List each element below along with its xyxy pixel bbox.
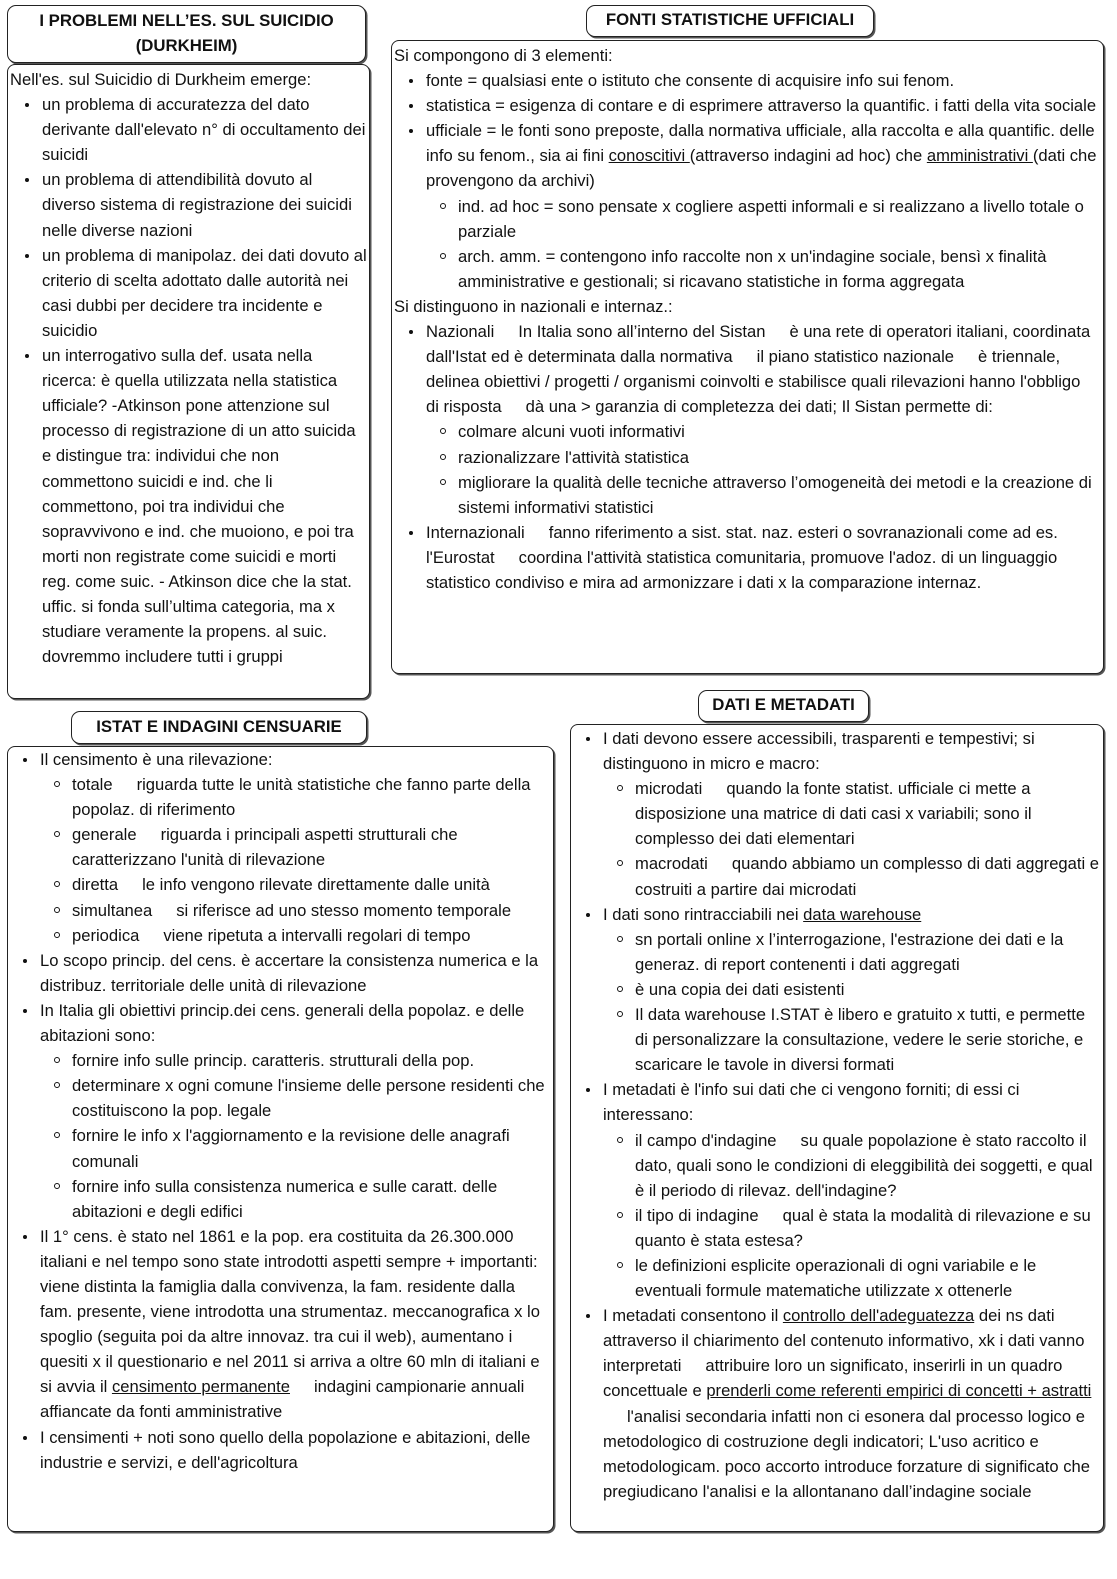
istat-b4-text-b: indagini campionarie annuali affiancate da fonti amministrative [40, 1377, 525, 1422]
istat-list [8, 747, 551, 1475]
metadata-label: il tipo di indagine [635, 1205, 759, 1225]
fonti-box [391, 40, 1104, 674]
list-item: I censimenti + noti sono quello della popolazione e abitazioni, delle industrie e servizi, e dell'agricoltura [8, 1425, 551, 1475]
metadata-label: il campo d'indagine [635, 1130, 777, 1150]
istat-box [7, 746, 554, 1532]
list-item: fonte = qualsiasi ente o istituto che consente di acquisire info sui fenom. [394, 68, 1097, 93]
list-item [603, 776, 1101, 851]
istat-b3-sublist [40, 1048, 551, 1224]
istat-b1: Il censimento è una rilevazione: [40, 750, 273, 769]
list-item: arch. amm. = contengono info raccolte non x un'indagine sociale, bensì x finalità amministrative e gestionali; si ricavano statistiche in forma aggregata [426, 244, 1097, 294]
fonti-elements-list [394, 68, 1097, 294]
list-item: ind. ad hoc = sono pensate x cogliere aspetti informali e si realizzano a livello totale o parziale [426, 194, 1097, 244]
census-type-text: riguarda tutte le unità statistiche che fanno parte della popolaz. di riferimento [72, 775, 531, 820]
referenti-empirici: prenderli come referenti empirici di concetti + astratti [706, 1381, 1092, 1401]
dati-b1-sublist [603, 776, 1101, 901]
fonti-el3-text-c: (dati che provengono da archivi) [426, 146, 1097, 191]
list-item [8, 998, 551, 1224]
durkheim-title [7, 5, 366, 63]
istat-title [71, 711, 367, 744]
list-item: statistica = esigenza di contare e di esprimere attraverso la quantific. i fatti della vita sociale [394, 93, 1097, 118]
list-item: un interrogativo sulla def. usata nella ricerca: è quella utilizzata nella statistica ufficiale? -Atkinson pone attenzione sul processo di registrazione di un atto suicida e distingue tra: individui che non commettono suicidi e ind. che li commettono, poi tra individui che sopravvivono e ind. che muoiono, e poi tra morti non registrate come suicidi e morti reg. come suic. - Atkinson dice che la stat. uffic. si fonda sull’ultima categoria, ma x studiare veramente la propens. al suic. dovremmo includere tutti i gruppi [10, 343, 367, 669]
metadata-text: su quale popolazione è stato raccolto il dato, quali sono le condizioni di eleggibilità dei soggetti, e qual è il periodo di rilevaz. dell'indagine? [635, 1130, 1093, 1200]
list-item [603, 1128, 1101, 1203]
list-item: fornire info sulla consistenza numerica e sulle caratt. delle abitazioni e degli edifici [40, 1174, 551, 1224]
dati-title [698, 690, 869, 722]
data-type-label: microdati [635, 779, 703, 799]
list-item [603, 1253, 1101, 1303]
census-type-label: diretta [72, 875, 119, 895]
list-item [394, 319, 1097, 520]
list-item: un problema di accuratezza del dato derivante dall'elevato n° di occultamento dei suicidi [10, 92, 367, 167]
fonti-el3-text-b: (attraverso indagini ad hoc) che [689, 146, 927, 166]
nazionali-text3: il piano statistico nazionale [756, 347, 955, 367]
list-item [603, 1203, 1101, 1253]
dati-b3: I metadati è l'info sui dati che ci vengono forniti; di essi ci interessano: [603, 1080, 1020, 1125]
census-type-text: viene ripetuta a intervalli regolari di tempo [163, 925, 471, 945]
list-item [40, 898, 551, 923]
list-item: Lo scopo princip. del cens. è accertare la consistenza numerica e la distribuz. territoriale delle unità di rilevazione [8, 948, 551, 998]
data-warehouse-link: data warehouse [803, 904, 922, 924]
list-item [8, 747, 551, 948]
dati-b4-text-a: I metadati consentono il [603, 1306, 783, 1326]
fonti-el3-conoscitivi: conoscitivi [608, 146, 690, 166]
list-item [603, 851, 1101, 901]
list-item [571, 902, 1101, 1078]
durkheim-box [7, 64, 370, 699]
list-item [394, 520, 1097, 595]
list-item [571, 1303, 1101, 1504]
nazionali-label: Nazionali [426, 322, 495, 342]
dati-b2-sublist [603, 927, 1101, 1078]
list-item: migliorare la qualità delle tecniche attraverso l’omogeneità dei metodi e la creazione di sistemi informativi statistici [426, 470, 1097, 520]
census-type-label: generale [72, 825, 137, 845]
dati-box [570, 724, 1104, 1532]
list-item: sn portali online x l’interrogazione, l'estrazione dei dati e la generaz. di report contenenti i dati aggregati [603, 927, 1101, 977]
list-item [40, 772, 551, 822]
list-item: colmare alcuni vuoti informativi [426, 419, 1097, 444]
internazionali-text: fanno riferimento a sist. stat. naz. esteri o sovranazionali come ad es. l'Eurostat [426, 522, 1058, 567]
durkheim-title-line1: I PROBLEMI NELL’ES. SUL SUICIDIO [39, 11, 334, 30]
dati-b2-text: I dati sono rintracciabili nei [603, 904, 804, 924]
fonti-intro2: Si distinguono in nazionali e internaz.: [394, 296, 673, 316]
durkheim-intro: Nell'es. sul Suicidio di Durkheim emerge: [10, 70, 312, 89]
list-item [394, 118, 1097, 294]
list-item: un problema di attendibilità dovuto al diverso sistema di registrazione dei suicidi nelle diverse nazioni [10, 167, 367, 242]
list-item: fornire le info x l'aggiornamento e la revisione delle anagrafi comunali [40, 1123, 551, 1173]
data-type-text: quando la fonte statist. ufficiale ci mette a disposizione una matrice di dati casi x variabili; sono il complesso dei dati elementari [635, 779, 1032, 849]
durkheim-title-line2: (DURKHEIM) [135, 36, 238, 55]
list-item: è una copia dei dati esistenti [603, 977, 1101, 1002]
list-item: determinare x ogni comune l'insieme delle persone residenti che costituiscono la pop. legale [40, 1073, 551, 1123]
list-item [40, 923, 551, 948]
fonti-types-list [394, 319, 1097, 595]
census-type-label: simultanea [72, 900, 153, 920]
internazionali-label: Internazionali [426, 522, 525, 542]
list-item: razionalizzare l'attività statistica [426, 445, 1097, 470]
list-item: fornire info sulle princip. caratteris. strutturali della pop. [40, 1048, 551, 1073]
list-item: Il data warehouse I.STAT è libero e gratuito x tutti, e permette di personalizzare la consultazione, vedere le serie storiche, e scaricare le tavole in diversi formati [603, 1002, 1101, 1077]
dati-b4-text-b: dei ns dati attraverso il chiarimento del contenuto informativo, xk i dati vanno interpretati [603, 1306, 1085, 1376]
durkheim-list [10, 92, 367, 669]
istat-b4-text-a: Il 1° cens. è stato nel 1861 e la pop. era costituita da 26.300.000 italiani e nel tempo sono state introdotti aspetti sempre + importanti: viene distinta la famiglia dalla convivenza, la fam. residente dalla fam. presente, viene introdotta una strumentaz. meccanografica x lo spoglio (seguita poi da altre innovaz. tra cui il web), aumentano i quesiti x il questionario e nel 2011 si arriva a oltre 60 mln di italiani e si avvia il [40, 1226, 540, 1397]
list-item: un problema di manipolaz. dei dati dovuto al criterio di scelta adottato dalle autorità nei casi dubbi per decidere tra incidente e suicidio [10, 243, 367, 343]
controllo-adeguatezza: controllo dell'adeguatezza [782, 1306, 975, 1326]
fonti-el3-sublist [426, 194, 1097, 294]
censimento-permanente: censimento permanente [111, 1377, 290, 1397]
census-type-label: periodica [72, 925, 140, 945]
dati-title-text: DATI E METADATI [712, 695, 855, 714]
internazionali-text2: coordina l'attività statistica comunitaria, promuove l'adoz. di un linguaggio statistico condiviso e mira ad armonizzare i dati x la comparazione internaz. [426, 547, 1058, 592]
list-item [40, 822, 551, 872]
fonti-title-text: FONTI STATISTICHE UFFICIALI [605, 10, 855, 29]
istat-b3: In Italia gli obiettivi princip.dei cens. generali della popolaz. e delle abitazioni sono: [40, 1000, 525, 1046]
list-item [571, 726, 1101, 902]
dati-list [571, 726, 1101, 1504]
fonti-el3-amministrativi: amministrativi [926, 146, 1033, 166]
list-item [40, 872, 551, 897]
nazionali-text: In Italia sono all’interno del Sistan [518, 322, 766, 342]
nazionali-sublist [426, 419, 1097, 519]
census-type-text: si riferisce ad uno stesso momento temporale [176, 900, 512, 920]
istat-b1-sublist [40, 772, 551, 948]
fonti-title [586, 5, 874, 37]
metadata-text: qual è stata la modalità di rilevazione e su quanto è stata estesa? [635, 1205, 1091, 1250]
metadata-text: le definizioni esplicite operazionali di ogni variabile e le eventuali formule matematiche utilizzate x ottenerle [635, 1255, 1037, 1301]
list-item [8, 1224, 551, 1425]
fonti-el3-text-a: ufficiale = le fonti sono preposte, dalla normativa ufficiale, alla raccolta e alla quantific. delle info su fenom., sia ai fini [426, 121, 1095, 166]
data-type-label: macrodati [635, 854, 708, 874]
census-type-text: le info vengono rilevate direttamente dalle unità [142, 875, 490, 895]
dati-b3-sublist [603, 1128, 1101, 1304]
fonti-intro: Si compongono di 3 elementi: [394, 46, 613, 65]
nazionali-text4: è triennale, delinea obiettivi / progetti / organismi coinvolti e stabilisce quali rilevazioni hanno l'obbligo di risposta [426, 347, 1081, 417]
census-type-label: totale [72, 775, 113, 795]
dati-b4-text-c: attribuire loro un significato, inserirli in un quadro concettuale e [603, 1356, 1063, 1401]
nazionali-text2: è una rete di operatori italiani, coordinata dall'Istat ed è determinata dalla normativa [426, 322, 1091, 367]
data-type-text: quando abbiamo un complesso di dati aggregati e costruiti a partire dai microdati [635, 854, 1100, 899]
census-type-text: riguarda i principali aspetti strutturali che caratterizzano l'unità di rilevazione [72, 825, 458, 870]
dati-b1: I dati devono essere accessibili, trasparenti e tempestivi; si distinguono in micro e macro: [603, 729, 1035, 774]
istat-title-text: ISTAT E INDAGINI CENSUARIE [96, 717, 342, 736]
dati-b4-text-d: l'analisi secondaria infatti non ci esonera dal processo logico e metodologico di costruzione degli indicatori; L'uso acritico e metodologicam. poco accorto introduce forzature di significato che pregiudicano l'analisi e la allontanano dall’indagine sociale [603, 1406, 1091, 1501]
list-item [571, 1077, 1101, 1303]
nazionali-text5: dà una > garanzia di completezza dei dati; Il Sistan permette di: [525, 397, 993, 417]
